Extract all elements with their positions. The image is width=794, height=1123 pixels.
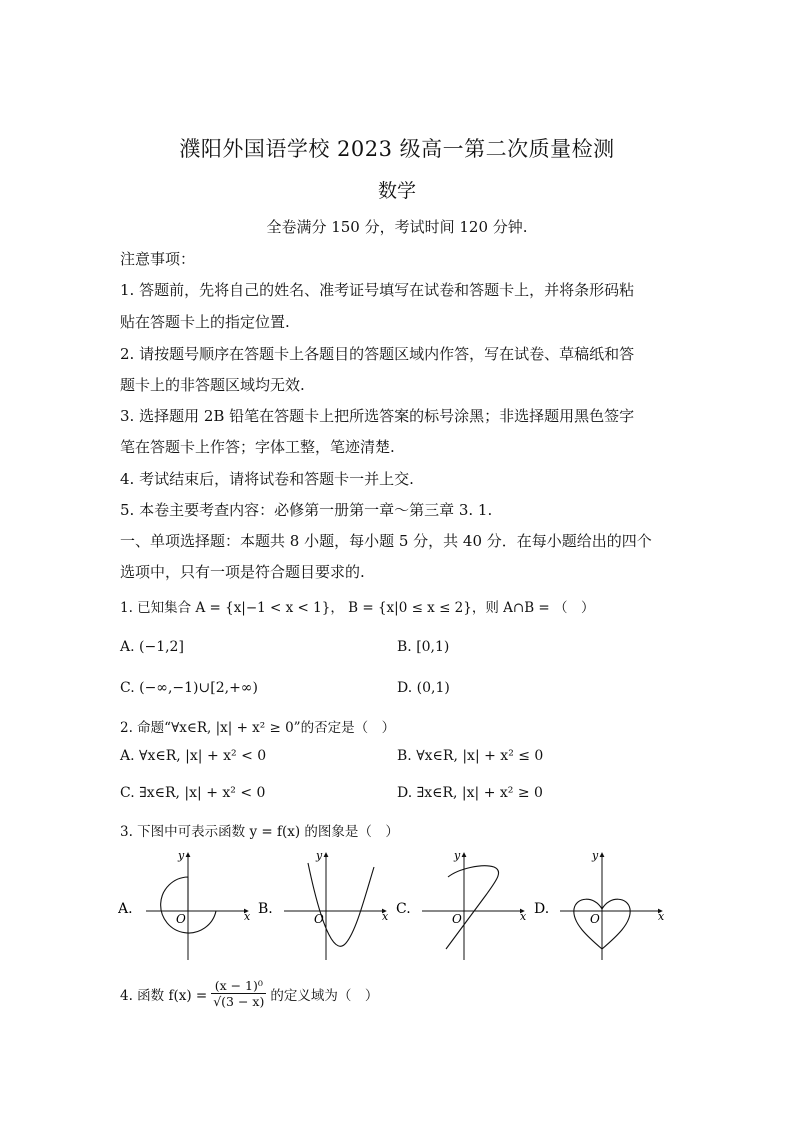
question-1-option-a: A. (−1,2] <box>120 639 184 655</box>
question-1-stem: 1. 已知集合 A = {x|−1 < x < 1}， B = {x|0 ≤ x ≤ 2}，则 A∩B = （ ） <box>120 600 595 616</box>
x-axis-label: x <box>520 910 527 923</box>
question-3-graphs <box>118 845 678 970</box>
x-axis-label: x <box>244 910 251 923</box>
graph-label: B. <box>258 901 273 917</box>
graph-c-curve <box>446 866 499 949</box>
question-2-stem: 2. 命题“∀x∈R, |x| + x² ≥ 0”的否定是（ ） <box>120 720 396 736</box>
note-2-line-2: 题卡上的非答题区域均无效. <box>120 376 305 394</box>
question-3-graph-panel <box>118 845 678 970</box>
question-4-fraction <box>211 978 266 1009</box>
origin-label: O <box>176 912 186 926</box>
question-1-option-d: D. (0,1) <box>397 680 450 696</box>
x-axis-label: x <box>658 910 665 923</box>
y-axis-label: y <box>454 849 461 862</box>
graph-b-curve <box>308 863 374 946</box>
note-4: 4. 考试结束后，请将试卷和答题卡一并上交. <box>120 470 414 488</box>
origin-label: O <box>314 912 324 926</box>
note-5: 5. 本卷主要考查内容：必修第一册第一章～第三章 3. 1. <box>120 501 493 519</box>
note-3-line-1: 3. 选择题用 2B 铅笔在答题卡上把所选答案的标号涂黑；非选择题用黑色签字 <box>120 407 635 425</box>
graph-c <box>396 849 527 960</box>
question-4-stem <box>120 978 680 1009</box>
graph-label: C. <box>396 901 411 917</box>
question-4-numerator: (x − 1)⁰ <box>211 978 266 994</box>
notes-heading: 注意事项： <box>120 250 196 268</box>
graph-label: A. <box>118 901 133 917</box>
note-2-line-1: 2. 请按题号顺序在答题卡上各题目的答题区域内作答，写在试卷、草稿纸和答 <box>120 345 635 363</box>
question-2-option-a: A. ∀x∈R, |x| + x² < 0 <box>120 748 267 764</box>
origin-label: O <box>452 912 462 926</box>
question-1-option-c: C. (−∞,−1)∪[2,+∞) <box>120 680 258 696</box>
question-2-option-b: B. ∀x∈R, |x| + x² ≤ 0 <box>397 748 544 764</box>
graph-b <box>258 849 389 960</box>
section-1-instruction-line-2: 选项中，只有一项是符合题目要求的. <box>120 563 365 581</box>
y-axis-label: y <box>178 849 185 862</box>
question-1-option-b: B. [0,1) <box>397 639 450 655</box>
note-1-line-1: 1. 答题前，先将自己的姓名、准考证号填写在试卷和答题卡上，并将条形码粘 <box>120 281 635 299</box>
question-4-denominator: √(3 − x) <box>213 994 265 1009</box>
question-2-option-c: C. ∃x∈R, |x| + x² < 0 <box>120 785 266 801</box>
exam-title: 濮阳外国语学校 2023 级高一第二次质量检测 <box>179 137 615 161</box>
note-1-line-2: 贴在答题卡上的指定位置. <box>120 313 290 331</box>
graph-a <box>118 849 251 960</box>
question-4-suffix: 的定义域为（ ） <box>270 987 379 1004</box>
note-3-line-2: 笔在答题卡上作答；字体工整，笔迹清楚. <box>120 438 395 456</box>
section-1-instruction-line-1: 一、单项选择题：本题共 8 小题，每小题 5 分，共 40 分．在每小题给出的四个 <box>120 532 652 550</box>
graph-d <box>534 849 665 960</box>
origin-label: O <box>590 912 600 926</box>
graph-label: D. <box>534 901 550 917</box>
y-axis-label: y <box>592 849 599 862</box>
question-4-prefix: 4. 函数 f(x) = <box>120 987 208 1004</box>
x-axis-label: x <box>382 910 389 923</box>
question-3-stem: 3. 下图中可表示函数 y = f(x) 的图象是（ ） <box>120 824 399 840</box>
exam-time-and-score: 全卷满分 150 分，考试时间 120 分钟. <box>266 218 528 236</box>
exam-subject: 数学 <box>377 180 416 202</box>
question-2-option-d: D. ∃x∈R, |x| + x² ≥ 0 <box>397 785 543 801</box>
y-axis-label: y <box>316 849 323 862</box>
